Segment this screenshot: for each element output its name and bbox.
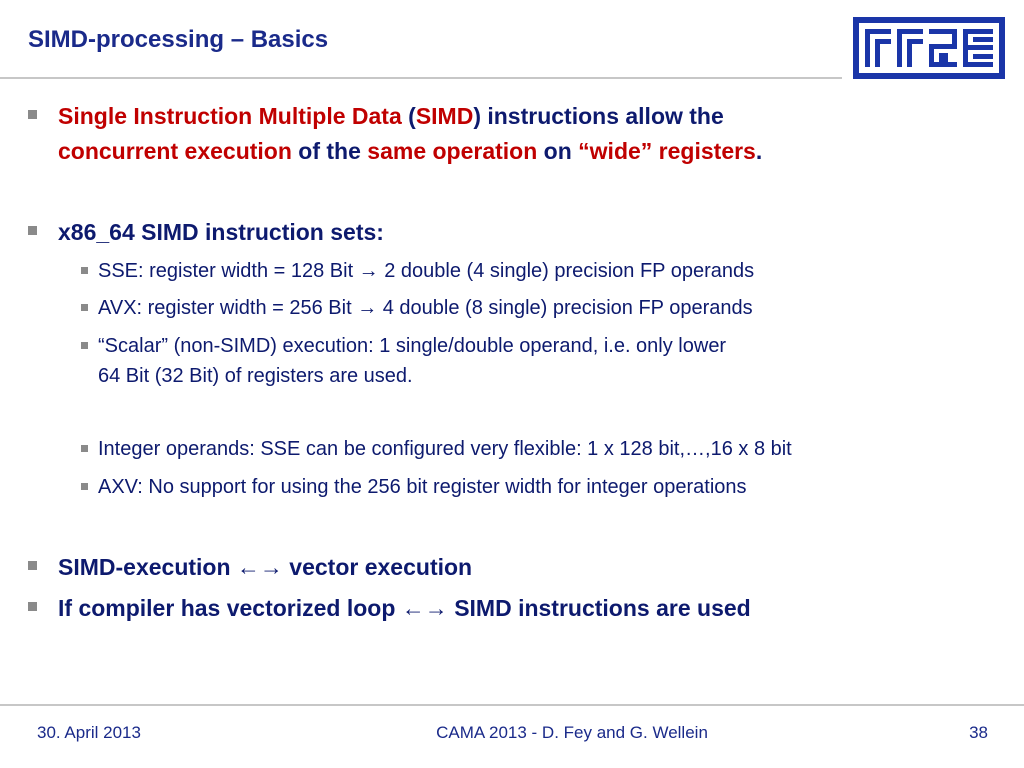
simd-term: Single Instruction Multiple Data (58, 103, 402, 129)
bullet-text: SSE: register width = 128 Bit → 2 double (4 single) precision FP operands (98, 260, 755, 282)
bullet-text: 64 Bit (32 Bit) of registers are used. (98, 365, 413, 387)
bullet-text: Integer operands: SSE can be configured very flexible: 1 x 128 bit,…,16 x 8 bit (98, 438, 792, 460)
wide-registers-term: “wide” registers (578, 138, 756, 164)
text-fragment: of the (291, 138, 368, 164)
slide-title: SIMD-processing – Basics (28, 26, 329, 53)
bullet-square-icon (28, 602, 37, 611)
page-number: 38 (969, 723, 988, 742)
bullet-simd-vector (58, 550, 472, 585)
bullet-square-icon (81, 483, 88, 490)
sub-bullet-scalar (98, 331, 726, 391)
bullet-text: SIMD-execution ←→ vector execution (58, 554, 473, 580)
concurrent-execution-term: concurrent execution (58, 138, 292, 164)
sub-bullet-integer (98, 434, 792, 464)
sub-bullet-axv (98, 472, 747, 502)
sub-bullet-sse (98, 256, 754, 286)
bullet-square-icon (81, 342, 88, 349)
footer-divider (0, 704, 1024, 706)
bullet-text: AVX: register width = 256 Bit → 4 double (8 single) precision FP operands (98, 297, 753, 319)
footer-date: 30. April 2013 (37, 723, 141, 742)
text-fragment: ) instructions allow the (473, 103, 724, 129)
bullet-square-icon (81, 445, 88, 452)
rrze-logo (853, 17, 1005, 79)
bullet-text: AXV: No support for using the 256 bit register width for integer operations (98, 476, 747, 498)
bullet-square-icon (28, 226, 37, 235)
bullet-square-icon (81, 304, 88, 311)
bullet-compiler (58, 591, 751, 626)
bullet-square-icon (28, 561, 37, 570)
text-fragment: on (537, 138, 579, 164)
simd-abbrev: SIMD (415, 103, 474, 129)
footer-course: CAMA 2013 - D. Fey and G. Wellein (436, 723, 708, 742)
bullet-text: “Scalar” (non-SIMD) execution: 1 single/double operand, i.e. only lower (98, 335, 727, 357)
text-fragment: ( (401, 103, 416, 129)
title-divider (0, 77, 842, 79)
bullet-simd-definition (58, 99, 762, 169)
text-fragment: . (755, 138, 763, 164)
bullet-x86-heading (58, 215, 384, 250)
same-operation-term: same operation (367, 138, 538, 164)
bullet-text: If compiler has vectorized loop ←→ SIMD instructions are used (58, 595, 751, 621)
bullet-square-icon (28, 110, 37, 119)
bullet-square-icon (81, 267, 88, 274)
bullet-text: x86_64 SIMD instruction sets: (58, 219, 384, 245)
sub-bullet-avx (98, 293, 753, 323)
